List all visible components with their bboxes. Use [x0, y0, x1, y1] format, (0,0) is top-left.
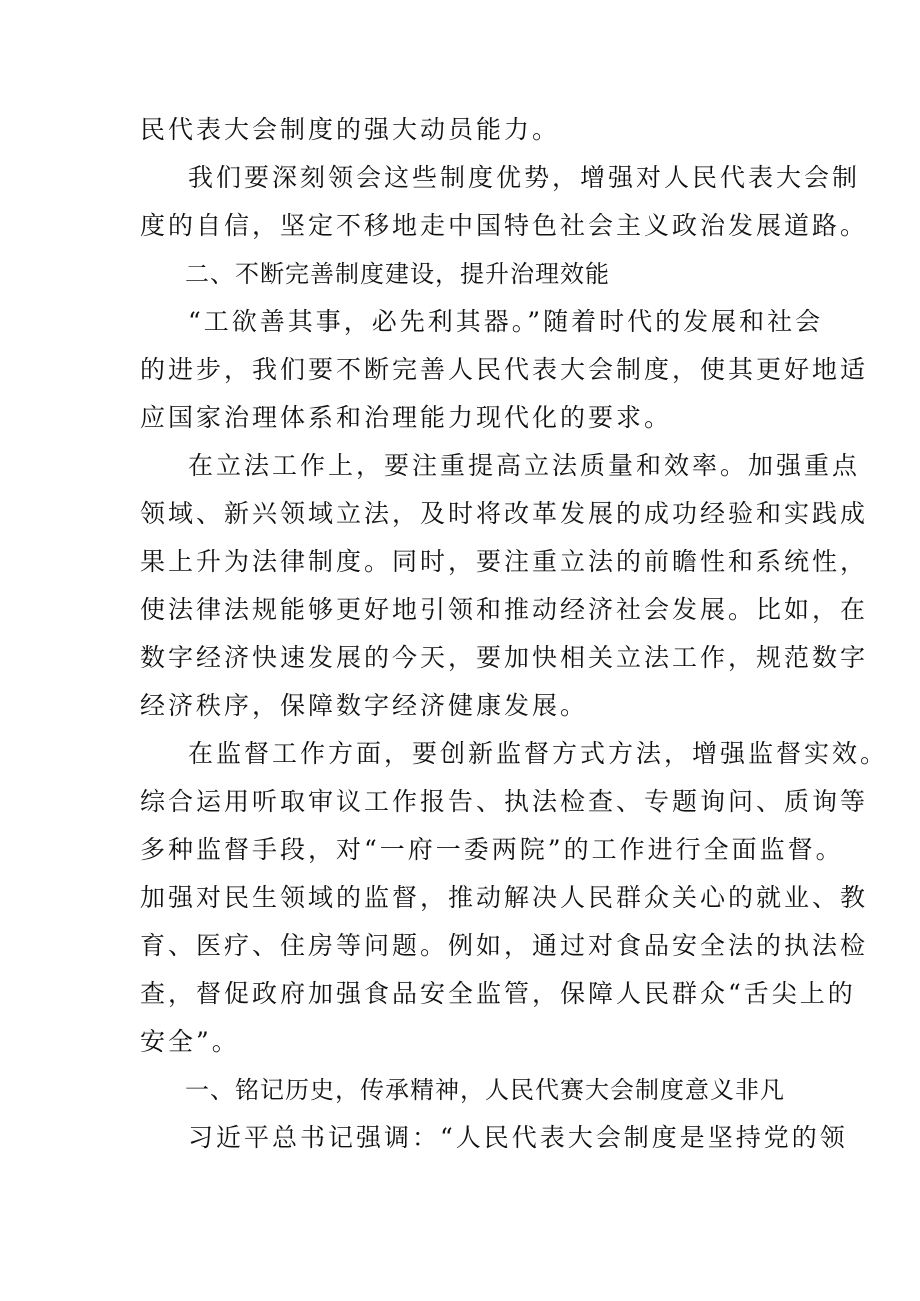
- text-line: 我们要深刻领会这些制度优势，增强对人民代表大会制: [188, 163, 861, 192]
- text-line: 经济秩序，保障数字经济健康发展。: [140, 691, 589, 720]
- text-line: 习近平总书记强调：“人民代表大会制度是坚持党的领: [188, 1123, 848, 1152]
- text-line: 领域、新兴领域立法，及时将改革发展的成功经验和实践成: [140, 499, 869, 528]
- text-line: 查，督促政府加强食品安全监管，保障人民群众“舌尖上的: [140, 979, 856, 1008]
- text-line: 多种监督手段，对“一府一委两院”的工作进行全面监督。: [140, 835, 844, 864]
- text-line: 应国家治理体系和治理能力现代化的要求。: [140, 403, 673, 432]
- text-line: 加强对民生领域的监督，推动解决人民群众关心的就业、教: [140, 883, 869, 912]
- text-line: 在立法工作上，要注重提高立法质量和效率。加强重点: [188, 451, 861, 480]
- text-line: 度的自信，坚定不移地走中国特色社会主义政治发展道路。: [140, 211, 869, 240]
- text-line: 综合运用听取审议工作报告、执法检查、专题询问、质询等: [140, 787, 869, 816]
- text-line: 果上升为法律制度。同时，要注重立法的前瞻性和系统性，: [140, 547, 869, 576]
- text-line: 安全”。: [140, 1027, 240, 1056]
- text-line: “工欲善其事，必先利其器。”随着时代的发展和社会: [188, 307, 824, 336]
- section-heading: 二、不断完善制度建设，提升治理效能: [185, 260, 610, 288]
- section-heading: 一、铭记历史，传承精神，人民代赛大会制度意义非凡: [185, 1076, 785, 1104]
- text-line: 使法律法规能够更好地引领和推动经济社会发展。比如，在: [140, 595, 869, 624]
- text-line: 的进步，我们要不断完善人民代表大会制度，使其更好地适: [140, 355, 869, 384]
- text-line: 民代表大会制度的强大动员能力。: [140, 115, 561, 144]
- text-line: 在监督工作方面，要创新监督方式方法，增强监督实效。: [188, 739, 889, 768]
- text-line: 数字经济快速发展的今天，要加快相关立法工作，规范数字: [140, 643, 869, 672]
- text-line: 育、医疗、住房等问题。例如，通过对食品安全法的执法检: [140, 931, 869, 960]
